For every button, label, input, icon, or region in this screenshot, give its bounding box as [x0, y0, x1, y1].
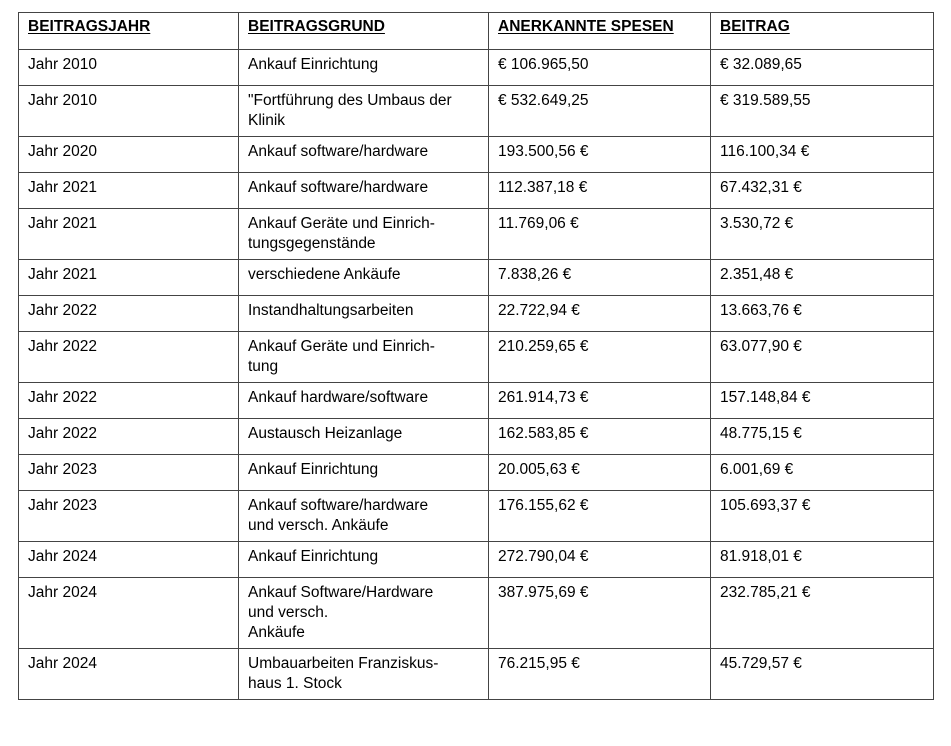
contribution-cell-text: 232.785,21 €	[720, 584, 811, 601]
reason-cell-text: Ankauf hardware/software	[248, 389, 429, 406]
year-cell-text: Jahr 2022	[28, 302, 97, 319]
contribution-cell	[711, 296, 934, 332]
year-cell-text: Jahr 2023	[28, 461, 97, 478]
reason-cell-text: Ankauf Software/Hardware und versch. Ankäufe	[248, 584, 434, 641]
expenses-cell-text: 162.583,85 €	[498, 425, 589, 442]
expenses-cell	[489, 578, 711, 649]
year-cell	[19, 296, 239, 332]
reason-cell	[239, 173, 489, 209]
reason-cell	[239, 542, 489, 578]
reason-cell-text: Ankauf Geräte und Einrich- tung	[248, 338, 435, 375]
expenses-cell	[489, 137, 711, 173]
header-beitragsjahr: BEITRAGSJAHR	[19, 13, 239, 50]
expenses-cell-text: 112.387,18 €	[498, 179, 588, 196]
contribution-cell	[711, 455, 934, 491]
reason-cell	[239, 50, 489, 86]
table-row	[19, 260, 934, 296]
reason-cell-text: "Fortführung des Umbaus der Klinik	[248, 92, 452, 129]
contribution-cell	[711, 86, 934, 137]
year-cell	[19, 260, 239, 296]
year-cell-text: Jahr 2010	[28, 56, 97, 73]
year-cell	[19, 542, 239, 578]
reason-cell	[239, 137, 489, 173]
expenses-cell-text: 7.838,26 €	[498, 266, 572, 283]
reason-cell-text: Ankauf software/hardware	[248, 179, 429, 196]
year-cell	[19, 209, 239, 260]
contribution-cell	[711, 491, 934, 542]
contribution-cell	[711, 542, 934, 578]
reason-cell-text: Ankauf Einrichtung	[248, 56, 379, 73]
contribution-cell	[711, 419, 934, 455]
year-cell-text: Jahr 2024	[28, 655, 97, 672]
contribution-cell-text: 81.918,01 €	[720, 548, 802, 565]
year-cell	[19, 491, 239, 542]
expenses-cell	[489, 455, 711, 491]
contribution-cell	[711, 173, 934, 209]
reason-cell-text: Umbauarbeiten Franziskus- haus 1. Stock	[248, 655, 439, 692]
contribution-cell-text: 2.351,48 €	[720, 266, 794, 283]
contribution-cell-text: 48.775,15 €	[720, 425, 802, 442]
expenses-cell-text: 20.005,63 €	[498, 461, 580, 478]
table-row	[19, 137, 934, 173]
reason-cell	[239, 578, 489, 649]
header-beitragsgrund: BEITRAGSGRUND	[239, 13, 489, 50]
expenses-cell	[489, 86, 711, 137]
table-row	[19, 649, 934, 700]
year-cell-text: Jahr 2021	[28, 215, 97, 232]
contribution-cell	[711, 578, 934, 649]
reason-cell-text: Instandhaltungsarbeiten	[248, 302, 414, 319]
contribution-cell-text: € 32.089,65	[720, 56, 802, 73]
reason-cell-text: Ankauf Einrichtung	[248, 548, 379, 565]
year-cell-text: Jahr 2024	[28, 548, 97, 565]
reason-cell	[239, 649, 489, 700]
reason-cell-text: Ankauf software/hardware	[248, 143, 429, 160]
year-cell-text: Jahr 2023	[28, 497, 97, 514]
year-cell	[19, 332, 239, 383]
contribution-cell	[711, 137, 934, 173]
year-cell	[19, 86, 239, 137]
reason-cell	[239, 260, 489, 296]
reason-cell	[239, 332, 489, 383]
expenses-cell	[489, 173, 711, 209]
reason-cell-text: Ankauf Geräte und Einrich- tungsgegenstände	[248, 215, 435, 252]
document-page	[18, 12, 933, 700]
contribution-cell-text: 105.693,37 €	[720, 497, 811, 514]
reason-cell-text: verschiedene Ankäufe	[248, 266, 401, 283]
reason-cell	[239, 86, 489, 137]
reason-cell	[239, 209, 489, 260]
expenses-cell	[489, 383, 711, 419]
expenses-cell	[489, 332, 711, 383]
contribution-cell-text: 3.530,72 €	[720, 215, 794, 232]
year-cell-text: Jahr 2010	[28, 92, 97, 109]
expenses-cell-text: 76.215,95 €	[498, 655, 580, 672]
year-cell-text: Jahr 2020	[28, 143, 97, 160]
expenses-cell-text: 176.155,62 €	[498, 497, 589, 514]
reason-cell-text: Austausch Heizanlage	[248, 425, 403, 442]
expenses-cell-text: 193.500,56 €	[498, 143, 589, 160]
header-anerkannte-spesen: ANERKANNTE SPESEN	[489, 13, 711, 50]
expenses-cell-text: 210.259,65 €	[498, 338, 589, 355]
table-row	[19, 209, 934, 260]
expenses-cell-text: 272.790,04 €	[498, 548, 589, 565]
reason-cell-text: Ankauf software/hardware und versch. Ankäufe	[248, 497, 429, 534]
year-cell	[19, 649, 239, 700]
table-row	[19, 332, 934, 383]
expenses-cell	[489, 50, 711, 86]
table-row	[19, 578, 934, 649]
table-row	[19, 542, 934, 578]
table-row	[19, 491, 934, 542]
contribution-cell	[711, 383, 934, 419]
reason-cell	[239, 296, 489, 332]
reason-cell	[239, 383, 489, 419]
expenses-cell	[489, 542, 711, 578]
expenses-cell-text: € 532.649,25	[498, 92, 589, 109]
year-cell-text: Jahr 2022	[28, 425, 97, 442]
contribution-cell	[711, 50, 934, 86]
expenses-cell	[489, 491, 711, 542]
contribution-cell	[711, 649, 934, 700]
expenses-cell	[489, 419, 711, 455]
expenses-cell	[489, 649, 711, 700]
expenses-cell-text: 261.914,73 €	[498, 389, 589, 406]
contribution-table	[18, 12, 934, 700]
table-body	[19, 50, 934, 700]
expenses-cell-text: 11.769,06 €	[498, 215, 579, 232]
year-cell	[19, 383, 239, 419]
contribution-cell-text: 63.077,90 €	[720, 338, 802, 355]
contribution-cell	[711, 332, 934, 383]
reason-cell	[239, 455, 489, 491]
year-cell-text: Jahr 2022	[28, 338, 97, 355]
year-cell-text: Jahr 2024	[28, 584, 97, 601]
table-row	[19, 455, 934, 491]
expenses-cell-text: 387.975,69 €	[498, 584, 589, 601]
year-cell-text: Jahr 2021	[28, 266, 97, 283]
expenses-cell	[489, 260, 711, 296]
contribution-cell-text: € 319.589,55	[720, 92, 811, 109]
year-cell	[19, 578, 239, 649]
table-header-row	[19, 13, 934, 50]
reason-cell	[239, 491, 489, 542]
contribution-cell-text: 67.432,31 €	[720, 179, 802, 196]
table-row	[19, 419, 934, 455]
year-cell	[19, 455, 239, 491]
year-cell	[19, 419, 239, 455]
expenses-cell-text: 22.722,94 €	[498, 302, 580, 319]
table-row	[19, 50, 934, 86]
contribution-cell-text: 157.148,84 €	[720, 389, 811, 406]
table-row	[19, 296, 934, 332]
year-cell-text: Jahr 2022	[28, 389, 97, 406]
reason-cell	[239, 419, 489, 455]
contribution-cell-text: 116.100,34 €	[720, 143, 810, 160]
contribution-cell	[711, 209, 934, 260]
reason-cell-text: Ankauf Einrichtung	[248, 461, 379, 478]
year-cell-text: Jahr 2021	[28, 179, 97, 196]
expenses-cell	[489, 296, 711, 332]
expenses-cell	[489, 209, 711, 260]
year-cell	[19, 50, 239, 86]
table-row	[19, 173, 934, 209]
contribution-cell-text: 13.663,76 €	[720, 302, 802, 319]
year-cell	[19, 137, 239, 173]
table-row	[19, 383, 934, 419]
contribution-cell-text: 6.001,69 €	[720, 461, 794, 478]
expenses-cell-text: € 106.965,50	[498, 56, 589, 73]
year-cell	[19, 173, 239, 209]
contribution-cell	[711, 260, 934, 296]
header-beitrag: BEITRAG	[711, 13, 934, 50]
table-row	[19, 86, 934, 137]
contribution-cell-text: 45.729,57 €	[720, 655, 802, 672]
